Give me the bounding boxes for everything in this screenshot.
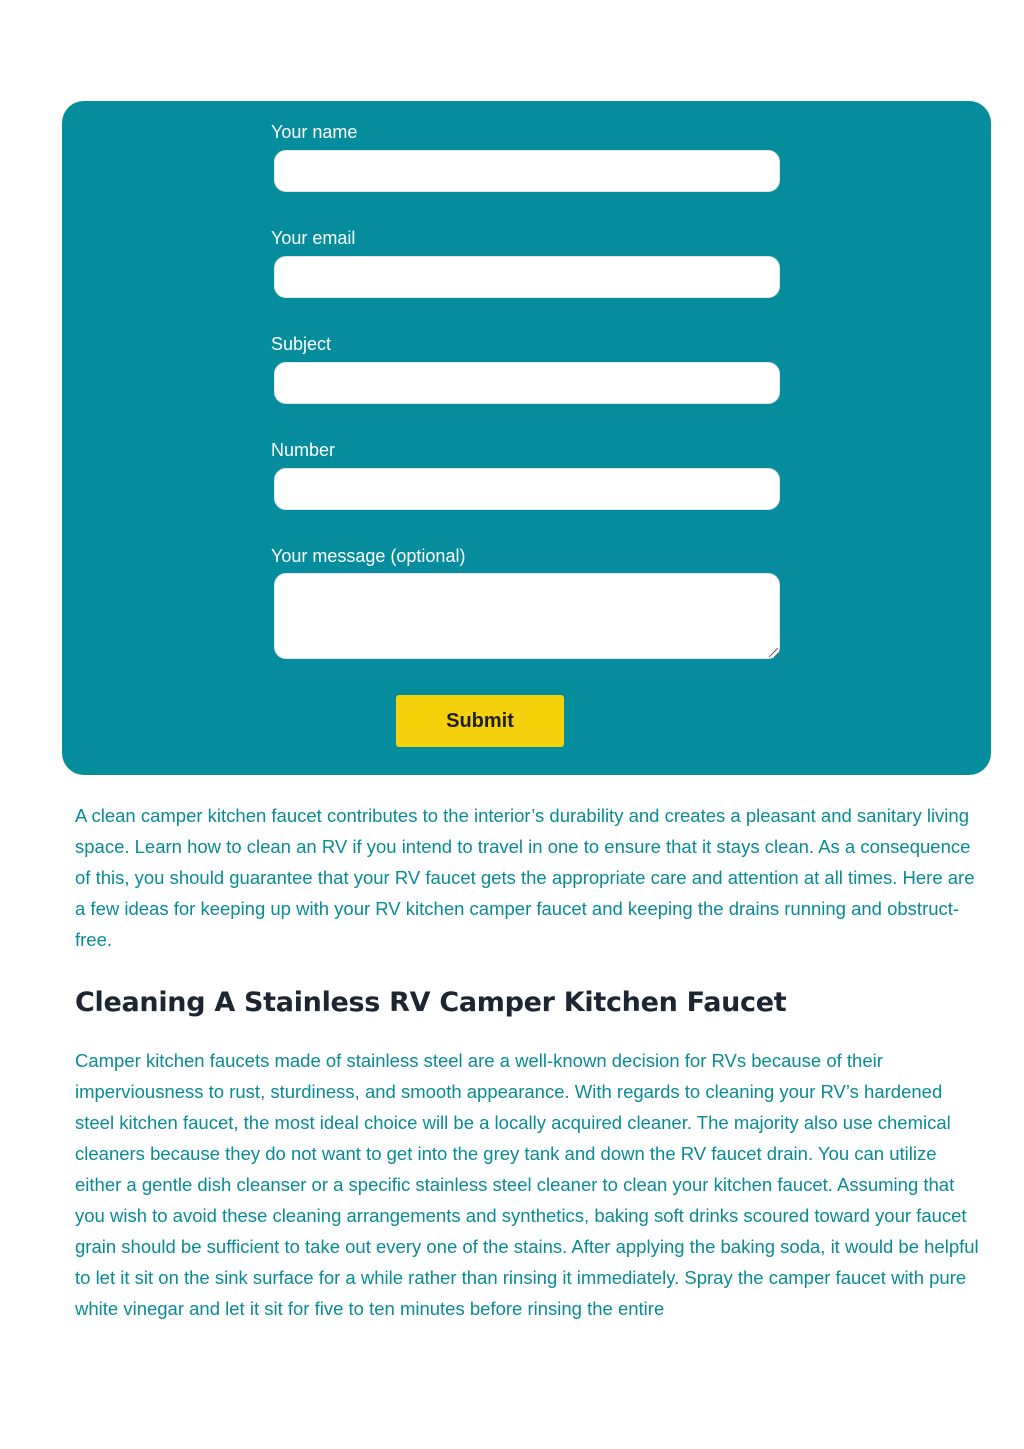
subject-label: Subject bbox=[271, 334, 332, 354]
number-label: Number bbox=[271, 440, 336, 460]
email-input[interactable] bbox=[274, 256, 780, 298]
section-heading: Cleaning A Stainless RV Camper Kitchen Faucet bbox=[75, 987, 787, 1018]
email-label: Your email bbox=[271, 228, 356, 248]
submit-button[interactable]: Submit bbox=[396, 695, 564, 747]
resize-handle-icon[interactable] bbox=[769, 648, 778, 657]
number-input[interactable] bbox=[274, 468, 780, 510]
name-input[interactable] bbox=[274, 150, 780, 192]
subject-input[interactable] bbox=[274, 362, 780, 404]
name-label: Your name bbox=[271, 122, 358, 142]
message-textarea[interactable] bbox=[274, 573, 780, 659]
message-label: Your message (optional) bbox=[271, 546, 466, 566]
intro-paragraph: A clean camper kitchen faucet contributes to the interior’s durability and creates a pleasant and sanitary living space. Learn how to clean an RV if you intend to travel in one to ensure that it stays clean. As a consequence of this, you should guarantee that your RV faucet gets the appropriate care and attention at all times. Here are a few ideas for keeping up with your RV kitchen camper faucet and keeping the drains running and obstruct-free. bbox=[75, 805, 975, 950]
contact-form bbox=[62, 101, 991, 775]
body-paragraph: Camper kitchen faucets made of stainless steel are a well-known decision for RVs because of their imperviousness to rust, sturdiness, and smooth appearance. With regards to cleaning your RV’s hardened steel kitchen faucet, the most ideal choice will be a locally acquired cleaner. The majority also use chemical cleaners because they do not want to get into the grey tank and down the RV faucet drain. You can utilize either a gentle dish cleanser or a specific stainless steel cleaner to clean your kitchen faucet. Assuming that you wish to avoid these cleaning arrangements and synthetics, baking soft drinks scoured toward your faucet grain should be sufficient to take out every one of the stains. After applying the baking soda, it would be helpful to let it sit on the sink surface for a while rather than rinsing it immediately. Spray the camper faucet with pure white vinegar and let it sit for five to ten minutes before rinsing the entire bbox=[75, 1050, 979, 1319]
